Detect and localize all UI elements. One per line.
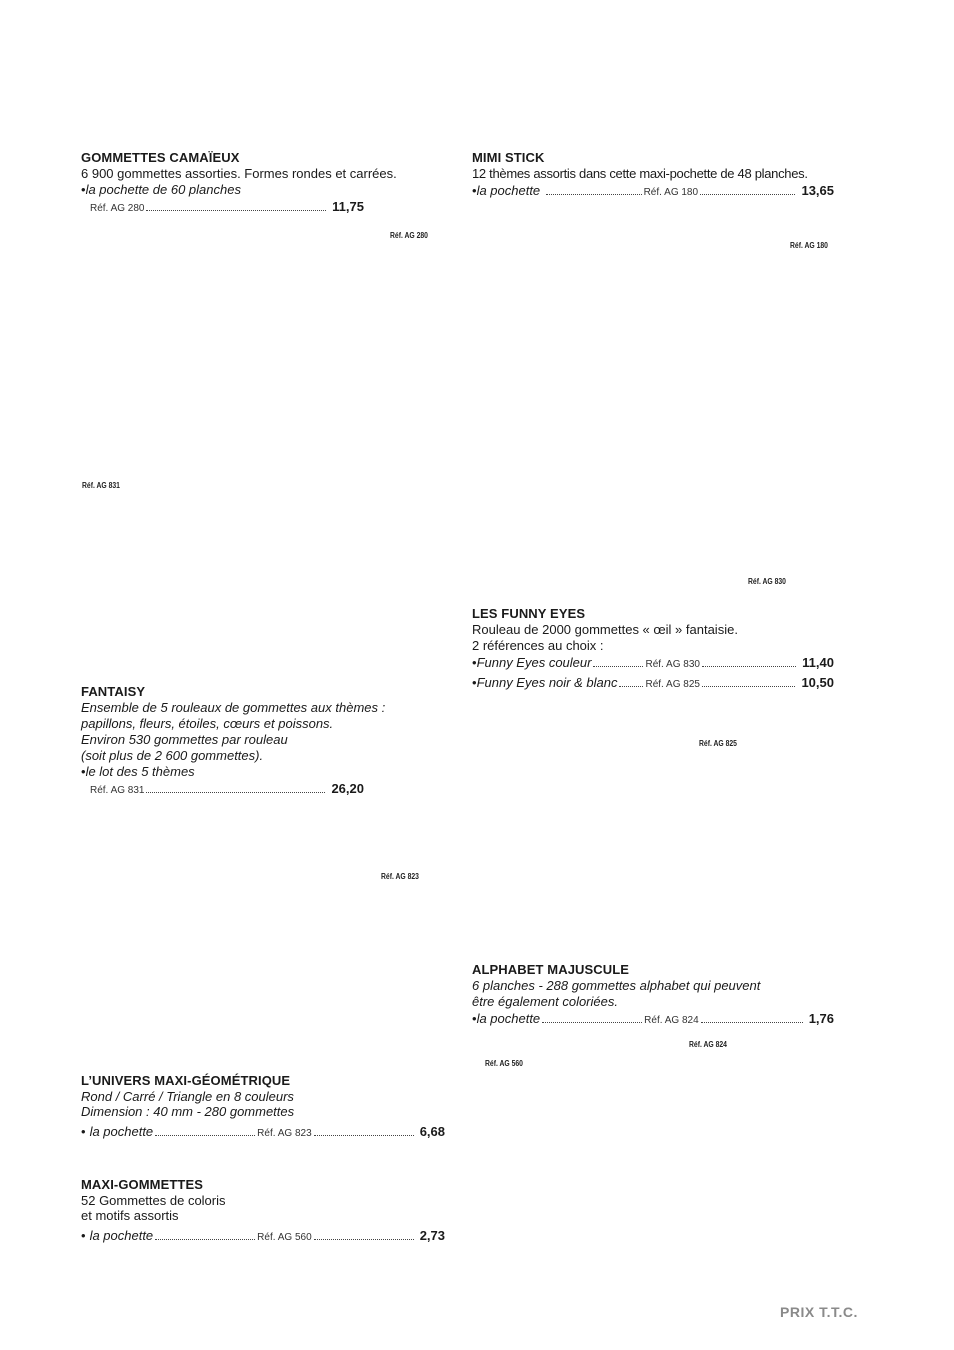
product-camaieux — [81, 150, 397, 218]
ref-price-line — [472, 674, 834, 694]
leader-dots — [546, 194, 641, 195]
ref-code: Réf. AG 280 — [90, 203, 145, 214]
option-label: la pochette de 60 planches — [85, 182, 241, 197]
ref-price-line — [472, 654, 834, 674]
product-maxi-gommettes — [81, 1177, 445, 1247]
ref-price-line — [472, 1010, 834, 1030]
ref-code: Réf. AG 180 — [643, 187, 699, 198]
image-ref-tag: Réf. AG 823 — [381, 872, 419, 881]
leader-dots — [155, 1135, 255, 1136]
product-description: Rouleau de 2000 gommettes « œil » fantaisie. — [472, 622, 738, 637]
product-univers-maxi-geometrique — [81, 1073, 445, 1143]
ref-code: Réf. AG 560 — [257, 1232, 312, 1243]
option-line — [81, 182, 364, 198]
product-description: et motifs assortis — [81, 1208, 179, 1223]
leader-dots — [314, 1135, 414, 1136]
bullet: • — [472, 183, 477, 198]
price: 6,68 — [419, 1124, 445, 1139]
product-mimi-stick — [472, 150, 834, 202]
bullet: • — [472, 655, 477, 670]
option-label: Funny Eyes noir & blanc — [476, 675, 618, 690]
image-ref-tag: Réf. AG 824 — [689, 1040, 727, 1049]
image-ref-tag: Réf. AG 831 — [82, 481, 120, 490]
option-label: Funny Eyes couleur — [476, 655, 592, 670]
bullet: • — [472, 1011, 477, 1026]
product-funny-eyes — [472, 606, 834, 694]
leader-dots — [146, 210, 326, 211]
product-description: Ensemble de 5 rouleaux de gommettes aux thèmes : — [81, 700, 386, 715]
leader-dots — [314, 1239, 414, 1240]
product-description: 52 Gommettes de coloris — [81, 1193, 226, 1208]
product-description: 6 900 gommettes assorties. Formes rondes et carrées. — [81, 166, 397, 181]
image-ref-tag: Réf. AG 180 — [790, 241, 828, 250]
option-line — [81, 764, 364, 780]
option-label: la pochette — [476, 183, 541, 198]
price: 10,50 — [801, 675, 834, 690]
ref-price-line — [81, 1123, 445, 1143]
leader-dots — [700, 194, 795, 195]
ref-price-line — [81, 780, 364, 800]
option-label: la pochette — [89, 1228, 154, 1243]
product-description: (soit plus de 2 600 gommettes). — [81, 748, 264, 763]
product-description: papillons, fleurs, étoiles, cœurs et poissons. — [81, 716, 334, 731]
product-description: Dimension : 40 mm - 280 gommettes — [81, 1104, 295, 1119]
price: 13,65 — [801, 183, 835, 198]
product-title: L’UNIVERS MAXI-GÉOMÉTRIQUE — [81, 1073, 291, 1088]
option-label: le lot des 5 thèmes — [85, 764, 195, 779]
product-title: MIMI STICK — [472, 150, 545, 165]
price: 26,20 — [331, 781, 364, 796]
bullet: • — [81, 1228, 86, 1243]
ref-code: Réf. AG 825 — [645, 679, 700, 690]
leader-dots — [702, 686, 796, 687]
image-ref-tag: Réf. AG 825 — [699, 739, 737, 748]
price: 11,40 — [802, 655, 834, 670]
option-label: la pochette — [89, 1124, 154, 1139]
product-title: GOMMETTES CAMAÏEUX — [81, 150, 240, 165]
bullet: • — [81, 764, 86, 779]
price: 2,73 — [419, 1228, 445, 1243]
leader-dots — [701, 1022, 803, 1023]
bullet: • — [472, 675, 477, 690]
leader-dots — [702, 666, 796, 667]
product-title: MAXI-GOMMETTES — [81, 1177, 204, 1192]
ref-price-line — [81, 198, 364, 218]
image-ref-tag: Réf. AG 830 — [748, 577, 786, 586]
product-fantaisy — [81, 684, 386, 800]
product-alphabet-majuscule — [472, 962, 834, 1030]
bullet: • — [81, 1124, 86, 1139]
product-description: Rond / Carré / Triangle en 8 couleurs — [81, 1089, 294, 1104]
price: 1,76 — [808, 1011, 834, 1026]
price: 11,75 — [332, 199, 364, 214]
option-label: la pochette — [476, 1011, 541, 1026]
leader-dots — [146, 792, 325, 793]
footer-price-note: PRIX T.T.C. — [780, 1304, 858, 1320]
product-title: LES FUNNY EYES — [472, 606, 586, 621]
product-description: être également coloriées. — [472, 994, 618, 1009]
ref-code: Réf. AG 830 — [645, 659, 700, 670]
ref-price-line — [81, 1227, 445, 1247]
ref-code: Réf. AG 824 — [644, 1015, 699, 1026]
leader-dots — [542, 1022, 642, 1023]
ref-code: Réf. AG 831 — [90, 785, 145, 796]
ref-code: Réf. AG 823 — [257, 1128, 312, 1139]
product-description: 2 références au choix : — [472, 638, 604, 653]
product-description: Environ 530 gommettes par rouleau — [81, 732, 288, 747]
product-title: FANTAISY — [81, 684, 146, 699]
ref-price-line — [472, 182, 834, 202]
leader-dots — [619, 686, 643, 687]
bullet: • — [81, 182, 86, 197]
leader-dots — [155, 1239, 255, 1240]
product-description: 12 thèmes assortis dans cette maxi-pochette de 48 planches. — [472, 166, 808, 181]
image-ref-tag: Réf. AG 560 — [485, 1059, 523, 1068]
leader-dots — [593, 666, 643, 667]
product-title: ALPHABET MAJUSCULE — [472, 962, 630, 977]
product-description: 6 planches - 288 gommettes alphabet qui peuvent — [472, 978, 761, 993]
image-ref-tag: Réf. AG 280 — [390, 231, 428, 240]
